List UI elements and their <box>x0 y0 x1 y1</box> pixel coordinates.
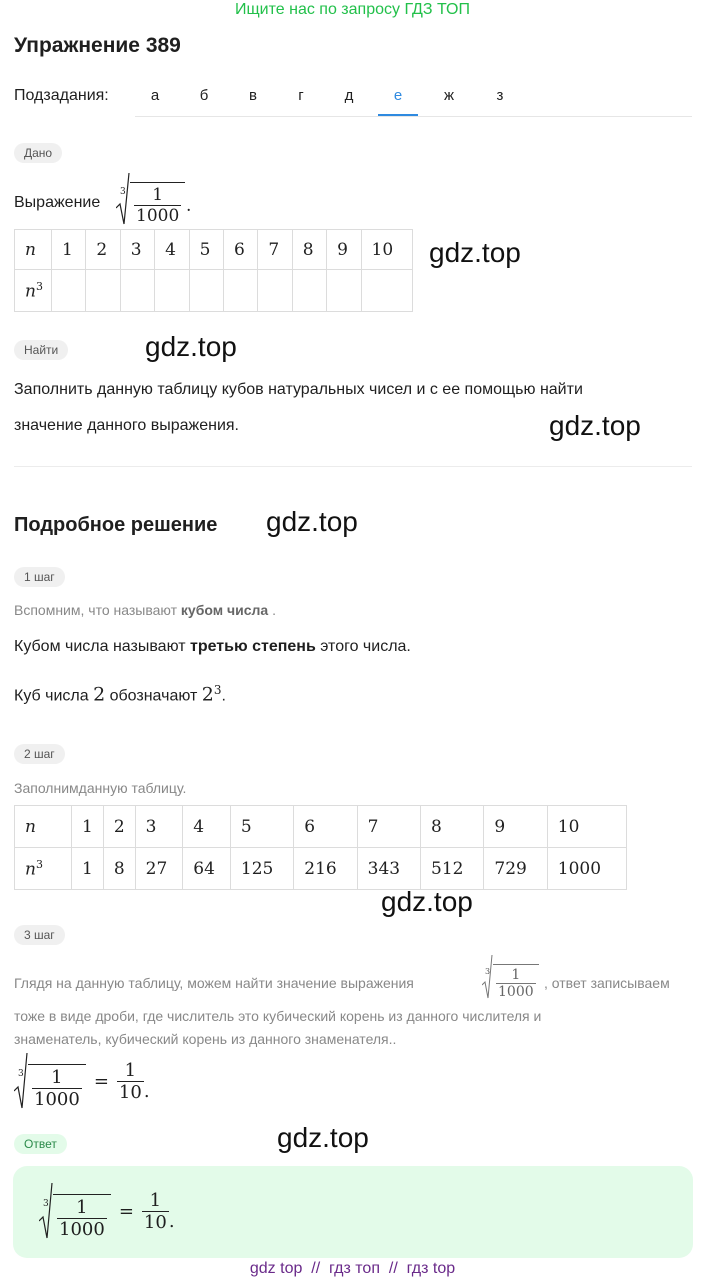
table-row <box>15 806 627 848</box>
answer-expression <box>39 1182 175 1240</box>
table-cell: 2 <box>103 806 135 848</box>
given-cubes-table <box>14 229 413 312</box>
table-row <box>15 230 413 270</box>
page-title: Упражнение 389 <box>14 34 181 57</box>
table-cell: 3 <box>135 806 183 848</box>
solution-heading: Подробное решение <box>14 514 218 536</box>
table-cell-empty <box>223 270 257 312</box>
table-header-n3: $n^3$ <box>15 848 72 890</box>
table-cell: 64 <box>183 848 231 890</box>
table-cell: 7 <box>258 230 292 270</box>
top-banner: Ищите нас по запросу ГДЗ ТОП <box>235 1 470 18</box>
watermark: gdz.top <box>277 1122 369 1153</box>
given-expression-label: Выражение <box>14 194 101 211</box>
step1-line1: Кубом числа называют третью степень этого числа. <box>14 638 411 655</box>
table-row <box>15 848 627 890</box>
result-period: . <box>143 1081 150 1102</box>
table-cell-empty <box>258 270 292 312</box>
table-cell: 8 <box>421 806 484 848</box>
table-cell: 5 <box>230 806 293 848</box>
step3-text1-prefix: Глядя на данную таблицу, можем найти значение выражения <box>14 975 414 991</box>
table-cell: 5 <box>189 230 223 270</box>
table-cell: 1 <box>72 848 104 890</box>
fraction-numerator: 1 <box>51 1067 63 1088</box>
step1-line2: Куб числа 2 обозначают $2^3$. <box>14 683 226 706</box>
subtask-tab-z[interactable]: з <box>496 87 504 104</box>
table-cell: 4 <box>155 230 189 270</box>
subtask-tab-zh[interactable]: ж <box>443 87 455 104</box>
watermark: gdz.top <box>429 237 521 268</box>
fraction-numerator: 1 <box>511 967 521 983</box>
fraction-denominator: 1000 <box>136 206 180 226</box>
fraction-denominator: 1000 <box>34 1089 80 1110</box>
table-cell: 729 <box>484 848 547 890</box>
root-index: 3 <box>485 967 491 976</box>
result-period: . <box>168 1211 175 1232</box>
fraction-numerator: 1 <box>152 185 164 205</box>
result-numerator: 1 <box>149 1189 162 1211</box>
radical-sign-icon <box>39 1182 53 1240</box>
radical-sign-icon <box>116 172 130 226</box>
given-badge: Дано <box>14 143 62 163</box>
expression-period: . <box>186 196 192 216</box>
table-cell-empty <box>292 270 326 312</box>
root-index: 3 <box>120 187 126 197</box>
table-cell-empty <box>361 270 412 312</box>
table-cell: 125 <box>230 848 293 890</box>
fraction-numerator: 1 <box>76 1197 88 1218</box>
subtask-tab-v[interactable]: в <box>249 87 257 104</box>
subtask-tab-a[interactable]: а <box>150 87 160 104</box>
root-index: 3 <box>43 1199 49 1209</box>
table-cell: 1 <box>72 806 104 848</box>
table-cell: 8 <box>103 848 135 890</box>
table-cell: 9 <box>327 230 361 270</box>
watermark: gdz.top <box>145 331 237 362</box>
radical-sign-icon <box>482 954 493 1000</box>
step3-inline-expression <box>482 954 539 1000</box>
find-text-line2: значение данного выражения. <box>14 417 239 434</box>
fraction-denominator: 1000 <box>498 984 534 1000</box>
subtasks-label: Подзадания: <box>14 87 109 104</box>
table-header-n: n <box>15 230 52 270</box>
watermark: gdz.top <box>266 506 358 537</box>
footer-links[interactable]: gdz top // гдз топ // гдз top <box>249 1260 456 1277</box>
step3-text1-suffix: , ответ записываем <box>544 975 670 991</box>
subtask-tab-e[interactable]: е <box>378 80 418 116</box>
table-cell-empty <box>52 270 86 312</box>
table-cell: 6 <box>223 230 257 270</box>
given-expression <box>116 172 185 226</box>
table-cell: 1000 <box>547 848 626 890</box>
table-cell: 512 <box>421 848 484 890</box>
result-denominator: 10 <box>118 1081 142 1103</box>
table-cell: 9 <box>484 806 547 848</box>
table-cell-empty <box>86 270 120 312</box>
step2-hint: Заполнимданную таблицу. <box>14 780 187 796</box>
watermark: gdz.top <box>549 410 641 441</box>
step1-hint: Вспомним, что называют кубом числа . <box>14 602 276 618</box>
fraction-denominator: 1000 <box>59 1219 105 1240</box>
subtask-tab-b[interactable]: б <box>199 87 209 104</box>
table-cell: 8 <box>292 230 326 270</box>
step3-result <box>14 1052 150 1110</box>
table-cell: 2 <box>86 230 120 270</box>
table-cell: 27 <box>135 848 183 890</box>
answer-badge: Ответ <box>14 1134 67 1154</box>
step3-badge: 3 шаг <box>14 925 65 945</box>
result-denominator: 10 <box>143 1211 167 1233</box>
table-header-n3: $n^3$ <box>15 270 52 312</box>
radical-sign-icon <box>14 1052 28 1110</box>
watermark: gdz.top <box>381 886 473 917</box>
subtask-tab-g[interactable]: г <box>298 87 304 104</box>
table-cell-empty <box>189 270 223 312</box>
step3-text3: знаменатель, кубический корень из данного знаменателя.. <box>14 1031 397 1047</box>
table-cell-empty <box>120 270 154 312</box>
answer-box <box>13 1166 693 1258</box>
equals-sign: = <box>93 1070 109 1092</box>
table-cell: 7 <box>357 806 420 848</box>
subtask-tabs <box>135 80 692 117</box>
table-header-n: n <box>15 806 72 848</box>
table-cell: 3 <box>120 230 154 270</box>
table-cell: 6 <box>294 806 357 848</box>
subtask-tab-d[interactable]: д <box>344 87 354 104</box>
table-cell: 10 <box>361 230 412 270</box>
step2-badge: 2 шаг <box>14 744 65 764</box>
cubes-table <box>14 805 627 890</box>
table-cell: 4 <box>183 806 231 848</box>
table-cell: 1 <box>52 230 86 270</box>
step3-text2: тоже в виде дроби, где числитель это кубический корень из данного числителя и <box>14 1008 542 1024</box>
step1-badge: 1 шаг <box>14 567 65 587</box>
equals-sign: = <box>118 1200 134 1222</box>
table-row <box>15 270 413 312</box>
find-badge: Найти <box>14 340 68 360</box>
table-cell: 343 <box>357 848 420 890</box>
section-divider <box>14 466 692 467</box>
table-cell: 216 <box>294 848 357 890</box>
find-text-line1: Заполнить данную таблицу кубов натуральных чисел и с ее помощью найти <box>14 381 583 398</box>
table-cell-empty <box>327 270 361 312</box>
root-index: 3 <box>18 1069 24 1079</box>
result-numerator: 1 <box>124 1059 137 1081</box>
table-cell-empty <box>155 270 189 312</box>
table-cell: 10 <box>547 806 626 848</box>
